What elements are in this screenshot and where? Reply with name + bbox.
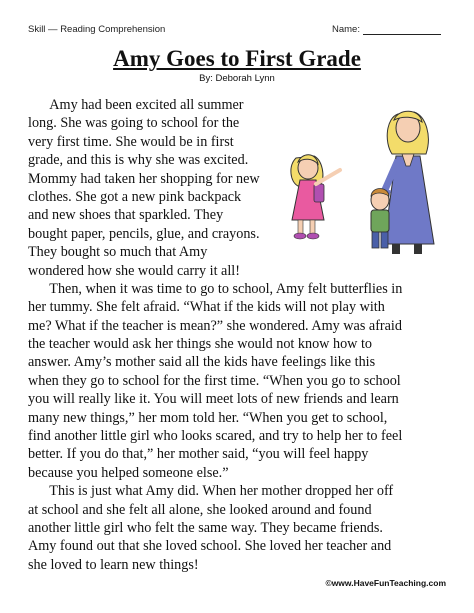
story-line: many new things,” her mom told her. “When you get to school, xyxy=(28,409,388,426)
story-line: another little girl who felt the same way. They became friends. xyxy=(28,519,383,536)
story-line: her tummy. She felt afraid. “What if the kids will not play with xyxy=(28,299,385,316)
story-line: clothes. She got a new pink backpack xyxy=(28,188,242,205)
story-body xyxy=(28,96,460,574)
story-line: grade, and this is why she was excited. xyxy=(28,152,249,169)
skill-label: Skill — Reading Comprehension xyxy=(28,24,166,35)
story-byline: By: Deborah Lynn xyxy=(199,73,275,84)
story-line: Amy found out that she loved school. She loved her teacher and xyxy=(28,538,392,555)
story-line: and new shoes that sparkled. They xyxy=(28,207,224,224)
story-line: Mommy had taken her shopping for new xyxy=(28,170,260,187)
story-line: the teacher would ask her things she would not know how to xyxy=(28,336,372,353)
story-line: bought paper, pencils, glue, and crayons. xyxy=(28,225,260,242)
website-footer: ©www.HaveFunTeaching.com xyxy=(325,578,446,588)
story-line: at school and she felt all alone, she looked around and found xyxy=(28,501,372,518)
name-field xyxy=(332,24,446,35)
worksheet-header xyxy=(28,24,446,38)
name-blank-line xyxy=(363,25,441,35)
story-line: wondered how she would carry it all! xyxy=(28,262,240,279)
story-line: very first time. She would be in first xyxy=(28,133,234,150)
story-line: because you helped someone else.” xyxy=(28,464,229,481)
story-line: They bought so much that Amy xyxy=(28,244,208,261)
story-line: find another little girl who looks scared, and try to help her to feel xyxy=(28,428,403,445)
story-line: when they go to school for the first time. “When you go to school xyxy=(28,372,401,389)
story-line: Then, when it was time to go to school, Amy felt butterflies in xyxy=(28,280,403,297)
story-line: long. She was going to school for the xyxy=(28,115,240,132)
story-line: me? What if the teacher is mean?” she wondered. Amy was afraid xyxy=(28,317,402,334)
story-line: answer. Amy’s mother said all the kids have feelings like this xyxy=(28,354,376,371)
story-line: you will really like it. You will meet lots of new friends and learn xyxy=(28,391,399,408)
story-line: Amy had been excited all summer xyxy=(28,97,244,113)
story-title: Amy Goes to First Grade xyxy=(113,46,361,71)
story-line: This is just what Amy did. When her mother dropped her off xyxy=(28,483,394,500)
story-line: she loved to learn new things! xyxy=(28,556,199,573)
name-label: Name: xyxy=(332,24,360,35)
story-line: better. If you do that,” her mother said, “you will feel happy xyxy=(28,446,369,463)
